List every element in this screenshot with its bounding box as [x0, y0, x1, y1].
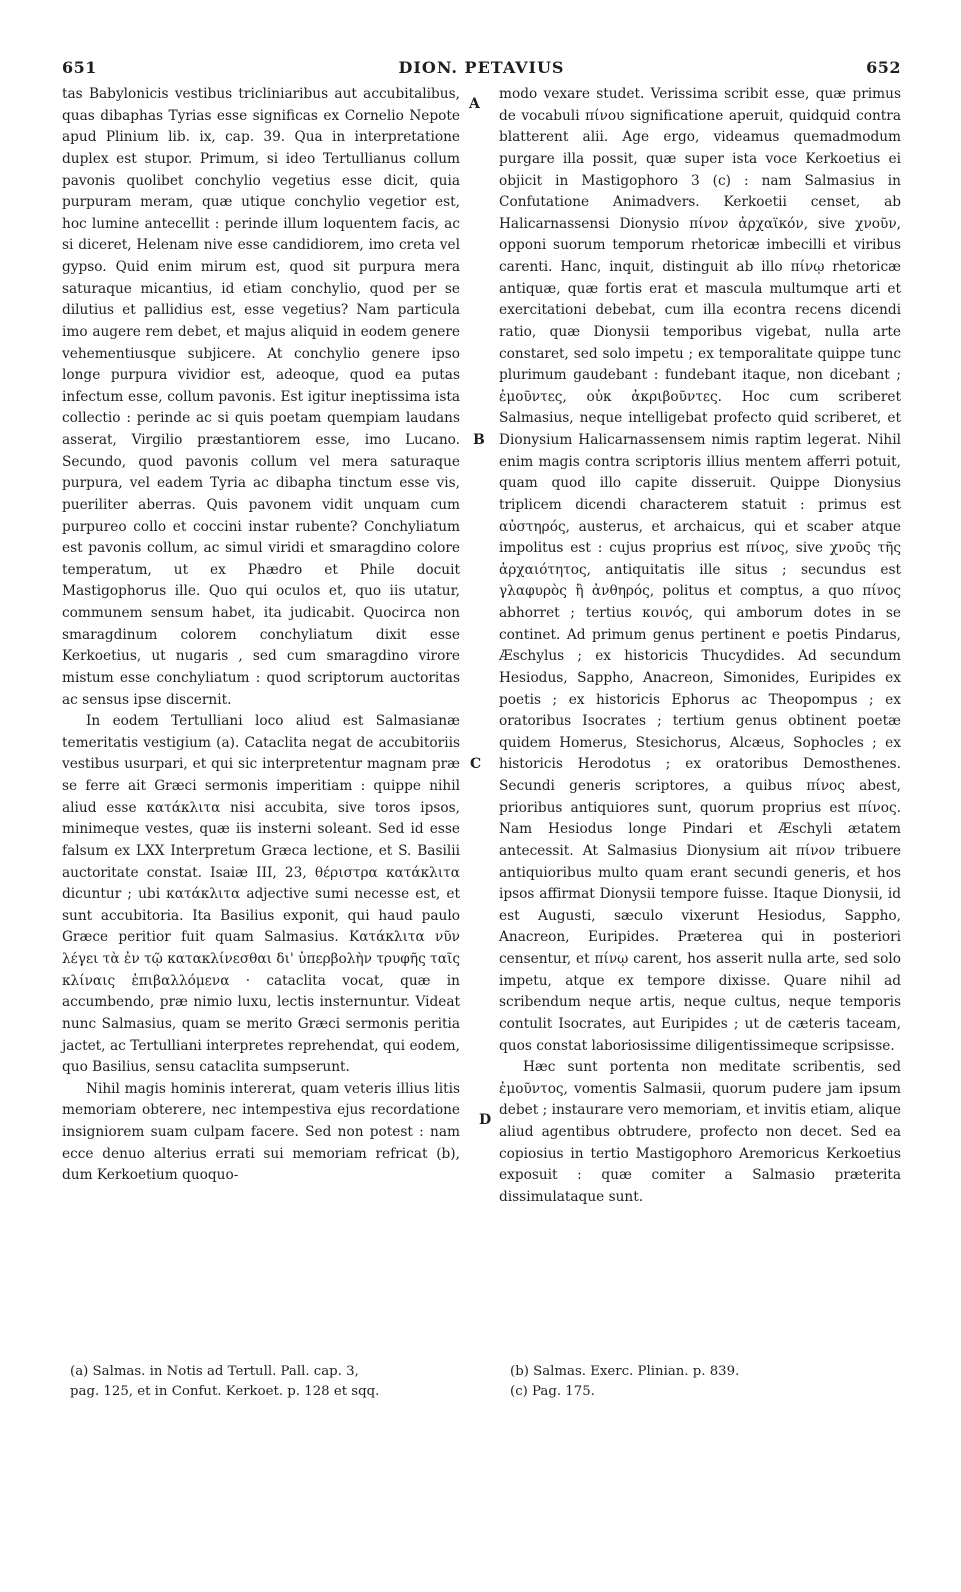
margin-marker-b: B	[473, 432, 485, 448]
paragraph: Hæc sunt portenta non meditate scribentis, sed ἐμοῦντος, vomentis Salmasii, quorum pudere jam ipsum debet ; instaurare vero memoriam, et invitis etiam, alique aliud agentibus obtrudere, profecto non decet. Sed ea copiosius in tertio Mastigophoro Aremoricus Kerkoetius exposuit : quæ comiter a Salmasio præterita dissimulataque sunt.	[499, 1059, 901, 1205]
footnotes-right	[510, 1362, 900, 1402]
footnote-line: (a) Salmas. in Notis ad Tertull. Pall. cap. 3,	[70, 1364, 359, 1379]
running-title: DION. PETAVIUS	[398, 58, 565, 77]
margin-marker-a: A	[469, 96, 480, 112]
margin-marker-d: D	[479, 1112, 492, 1128]
footnote-line: pag. 125, et in Confut. Kerkoet. p. 128 et sqq.	[70, 1384, 380, 1399]
margin-marker-c: C	[470, 756, 482, 772]
paragraph: modo vexare studet. Verissima scribit esse, quæ primus de vocabuli πίνου significatione aperuit, quidquid contra blatterent alii. Age ergo, videamus quemadmodum purgare illa possit, quæ super ista voce Kerkoetius ei objicit in Mastigophoro 3 (c) : nam Salmasius in Confutatione Animadvers. Kerkoetii censet, ab Halicarnassensi Dionysio πίνον ἀρχαϊκόν, sive χνοῦν, opponi suorum temporum rhetoricæ imbecilli et viribus carenti. Hanc, inquit, distinguit ab illo πίνῳ rhetoricæ antiquæ, quæ fortis erat et mascula multumque arti et exercitationi debebat, cum illa econtra recens dicendi ratio, quæ Dionysii temporibus vigebat, nulla arte constaret, sed solo impetu ; ex temporalitate quippe tunc plurimum gaudebant : fundebant itaque, non dicebant ; ἐμοῦντες, οὐκ ἀκριβοῦντες. Hoc cum scriberet Salmasius, neque intelligebat profecto quid scriberet, et Dionysium Halicarnassensem nimis raptim legerat. Nihil enim magis contra scriptoris illius mentem afferri potuit, quam quod illo capite disseruit. Quippe Dionysius triplicem dicendi characterem statuit : primus est αὐστηρός, austerus, et archaicus, qui et scaber atque impolitus est : cujus proprius est πίνος, sive χνοῦς τῆς ἀρχαιότητος, antiquitatis ille situs ; secundus est γλαφυρὸς ἢ ἀνθηρός, politus et comptus, a quo πίνος abhorret ; tertius κοινός, qui amborum dotes in se continet. Ad primum genus pertinent e poetis Pindarus, Æschylus ; ex historicis Thucydides. Ad secundum Hesiodus, Sappho, Anacreon, Simonides, Euripides ex poetis ; ex historicis Ephorus ac Theopompus ; ex oratoribus Isocrates ; tertium genus obtinent poetæ quidem Homerus, Stesichorus, Alcæus, Sophocles ; ex historicis Herodotus ; ex oratoribus Demosthenes. Secundi generis scriptores, a quibus πίνος abest, prioribus antiquiores sunt, quorum proprius est πίνος. Nam Hesiodus longe Pindari et Æschyli ætatem antecessit. At Salmasius Dionysium ait πίνον tribuere antiquioribus multo quam erant secundi generis, et hos ipsos affirmat Dionysii tempore fuisse. Itaque Dionysii, id est Augusti, sæculo vixerunt Hesiodus, Sappho, Anacreon, Euripides. Præterea qui in posteriori censentur, et πίνῳ carent, hos asserit nulla arte, sed solo impetu, atque ex tempore dixisse. Quare nihil ad scribendum neque artis, neque cultus, neque temporis contulit Isocrates, aut Euripides ; ut de cæteris taceam, quos constat laboriosissime diligentissimeque scripsisse.	[499, 86, 901, 1054]
left-page-number: 651	[62, 58, 97, 77]
paragraph: Nihil magis hominis intererat, quam veteris illius litis memoriam obterere, nec intempestiva ejus recordatione insigniorem suam culpam facere. Sed non potest : nam ecce denuo alterius errati sui memoriam refricat (b), dum Kerkoetium quoquo-	[62, 1080, 460, 1184]
footnote-line: (c) Pag. 175.	[510, 1384, 595, 1399]
left-column	[62, 84, 460, 1187]
footnote-line: (b) Salmas. Exerc. Plinian. p. 839.	[510, 1364, 740, 1379]
page-header	[62, 58, 901, 84]
paragraph: tas Babylonicis vestibus tricliniaribus aut accubitalibus, quas dibaphas Tyrias esse significas ex Cornelio Nepote apud Plinium lib. ix, cap. 39. Qua in interpretatione duplex est stupor. Primum, si ideo Tertullianus collum pavonis quolibet conchylio vegetius esse dicit, quia purpuram meram, quæ utique conchylio vegetior est, hoc lumine antecellit : perinde illum loquentem facis, ac si diceret, Helenam nive esse candidiorem, imo creta vel gypso. Quid enim mirum est, quod sit purpura mera saturaque micantius, id etiam conchylio, quod per se dilutius et pallidius est, esse vegetius? Nam particula imo augere rem debet, et majus aliquid in eodem genere vehementiusque subjicere. At conchylio genere ipso longe purpura vividior est, adeoque, quod ea putas infectum esse, collum pavonis. Est igitur ineptissima ista collectio : perinde ac si quis poetam quempiam laudans asserat, Virgilio præstantiorem esse, imo Lucano. Secundo, quod pavonis collum vel mera saturaque purpura, vel eadem Tyria ac dibapha tinctum esse vis, pueriliter aberras. Quis pavonem vidit unquam cum purpureo collo et coccini instar rubente? Conchyliatum est pavonis collum, ac simul viridi et smaragdino colore temperatum, ut ex Phædro et Phile docuit Mastigophorus ille. Quo qui oculos et, quo iis utatur, communem sensum habet, ita judicabit. Quocirca non smaragdinum colorem conchyliatum dixit esse Kerkoetius, ut nugaris , sed cum smaragdino virore mistum esse conchyliatum : quod scriptorum auctoritas ac sensus ipse discernit.	[62, 86, 460, 708]
paragraph: In eodem Tertulliani loco aliud est Salmasianæ temeritatis vestigium (a). Cataclita negat de accubitoriis vestibus usurpari, et qui sic interpretentur magnam præ se ferre ait Græci sermonis imperitiam : quippe nihil aliud esse κατάκλιτα nisi accubita, sive toros ipsos, minimeque vestes, quæ iis insterni soleant. Sed id esse falsum ex LXX Interpretum Græca lectione, et S. Basilii auctoritate constat. Isaiæ III, 23, θέριστρα κατάκλιτα dicuntur ; ubi κατάκλιτα adjective sumi necesse est, et sunt accubitoria. Ita Basilius exponit, qui haud paulo Græce peritior fuit quam Salmasius. Κατάκλιτα νῦν λέγει τὰ ἐν τῷ κατακλίνεσθαι δι' ὑπερβολὴν τρυφῆς ταῖς κλίναις ἐπιβαλλόμενα · cataclita vocat, quæ in accumbendo, præ nimio luxu, lectis insternuntur. Videat nunc Salmasius, quam se merito Græci sermonis peritia jactet, ac Tertulliani interpretes reprehendat, qui eodem, quo Basilius, sensu cataclita sumpserunt.	[62, 713, 460, 1076]
footnotes-left	[70, 1362, 470, 1402]
right-column	[499, 84, 901, 1209]
right-page-number: 652	[866, 58, 901, 77]
